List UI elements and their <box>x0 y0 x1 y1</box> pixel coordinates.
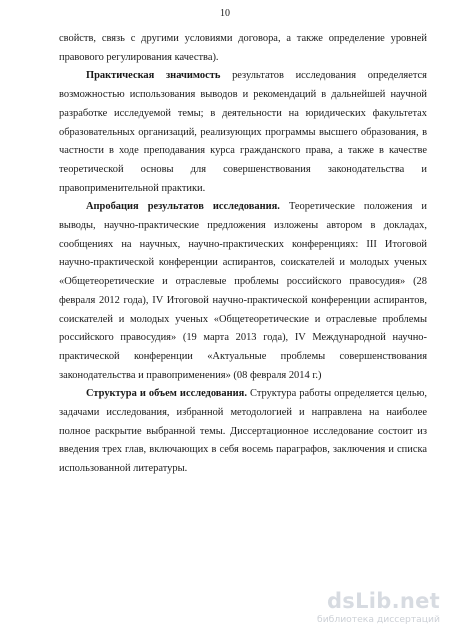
watermark-logo: dsLib.net <box>326 589 440 613</box>
paragraph-text: результатов исследования определяется возможностью использования выводов и рекомендаций в дальнейшей научной разработке исследуемой темы; в деятельности на юридических факультетах образовательных организаций, реализующих программы высшего образования, в частности в ходе преподавания курса гражданского права, а также в качестве теоретической основы для совершенствования законодательства и правоприменительной практики. <box>59 70 427 194</box>
paragraph-structure <box>59 385 427 479</box>
paragraph-practical-significance <box>59 67 427 198</box>
paragraph-text: Структура работы определяется целью, задачами исследования, избранной методологией и направлена на наиболее полное раскрытие выбранной темы. Диссертационное исследование состоит из введения трех глав, включающих в себя восемь параграфов, заключения и списка использованной литературы. <box>59 388 427 475</box>
paragraph-heading: Апробация результатов исследования. <box>86 201 280 213</box>
watermark <box>290 589 440 629</box>
paragraph-continuation <box>59 30 427 67</box>
paragraph-text: Теоретические положения и выводы, научно-практические предложения изложены автором в докладах, сообщениях на научных, научно-практических конференциях: III Итоговой научно-практической конференции аспирантов, соискателей и молодых ученых «Общетеоретические и отраслевые проблемы российского правосудия» (28 февраля 2012 года), IV Итоговой научно-практической конференции аспирантов, соискателей и молодых ученых «Общетеоретические и отраслевые проблемы российского правосудия» (19 марта 2013 года), IV Международной научно-практической конференции «Актуальные проблемы совершенствования законодательства и правоприменения» (08 февраля 2014 г.) <box>59 201 427 381</box>
paragraph-approbation <box>59 198 427 385</box>
watermark-subtitle: библиотека диссертаций <box>317 614 440 625</box>
document-body <box>59 30 427 479</box>
paragraph-text: свойств, связь с другими условиями договора, а также определение уровней правового регулирования качества). <box>59 33 427 63</box>
page-number: 10 <box>220 8 230 19</box>
paragraph-heading: Практическая значимость <box>86 70 221 82</box>
paragraph-heading: Структура и объем исследования. <box>86 388 247 400</box>
